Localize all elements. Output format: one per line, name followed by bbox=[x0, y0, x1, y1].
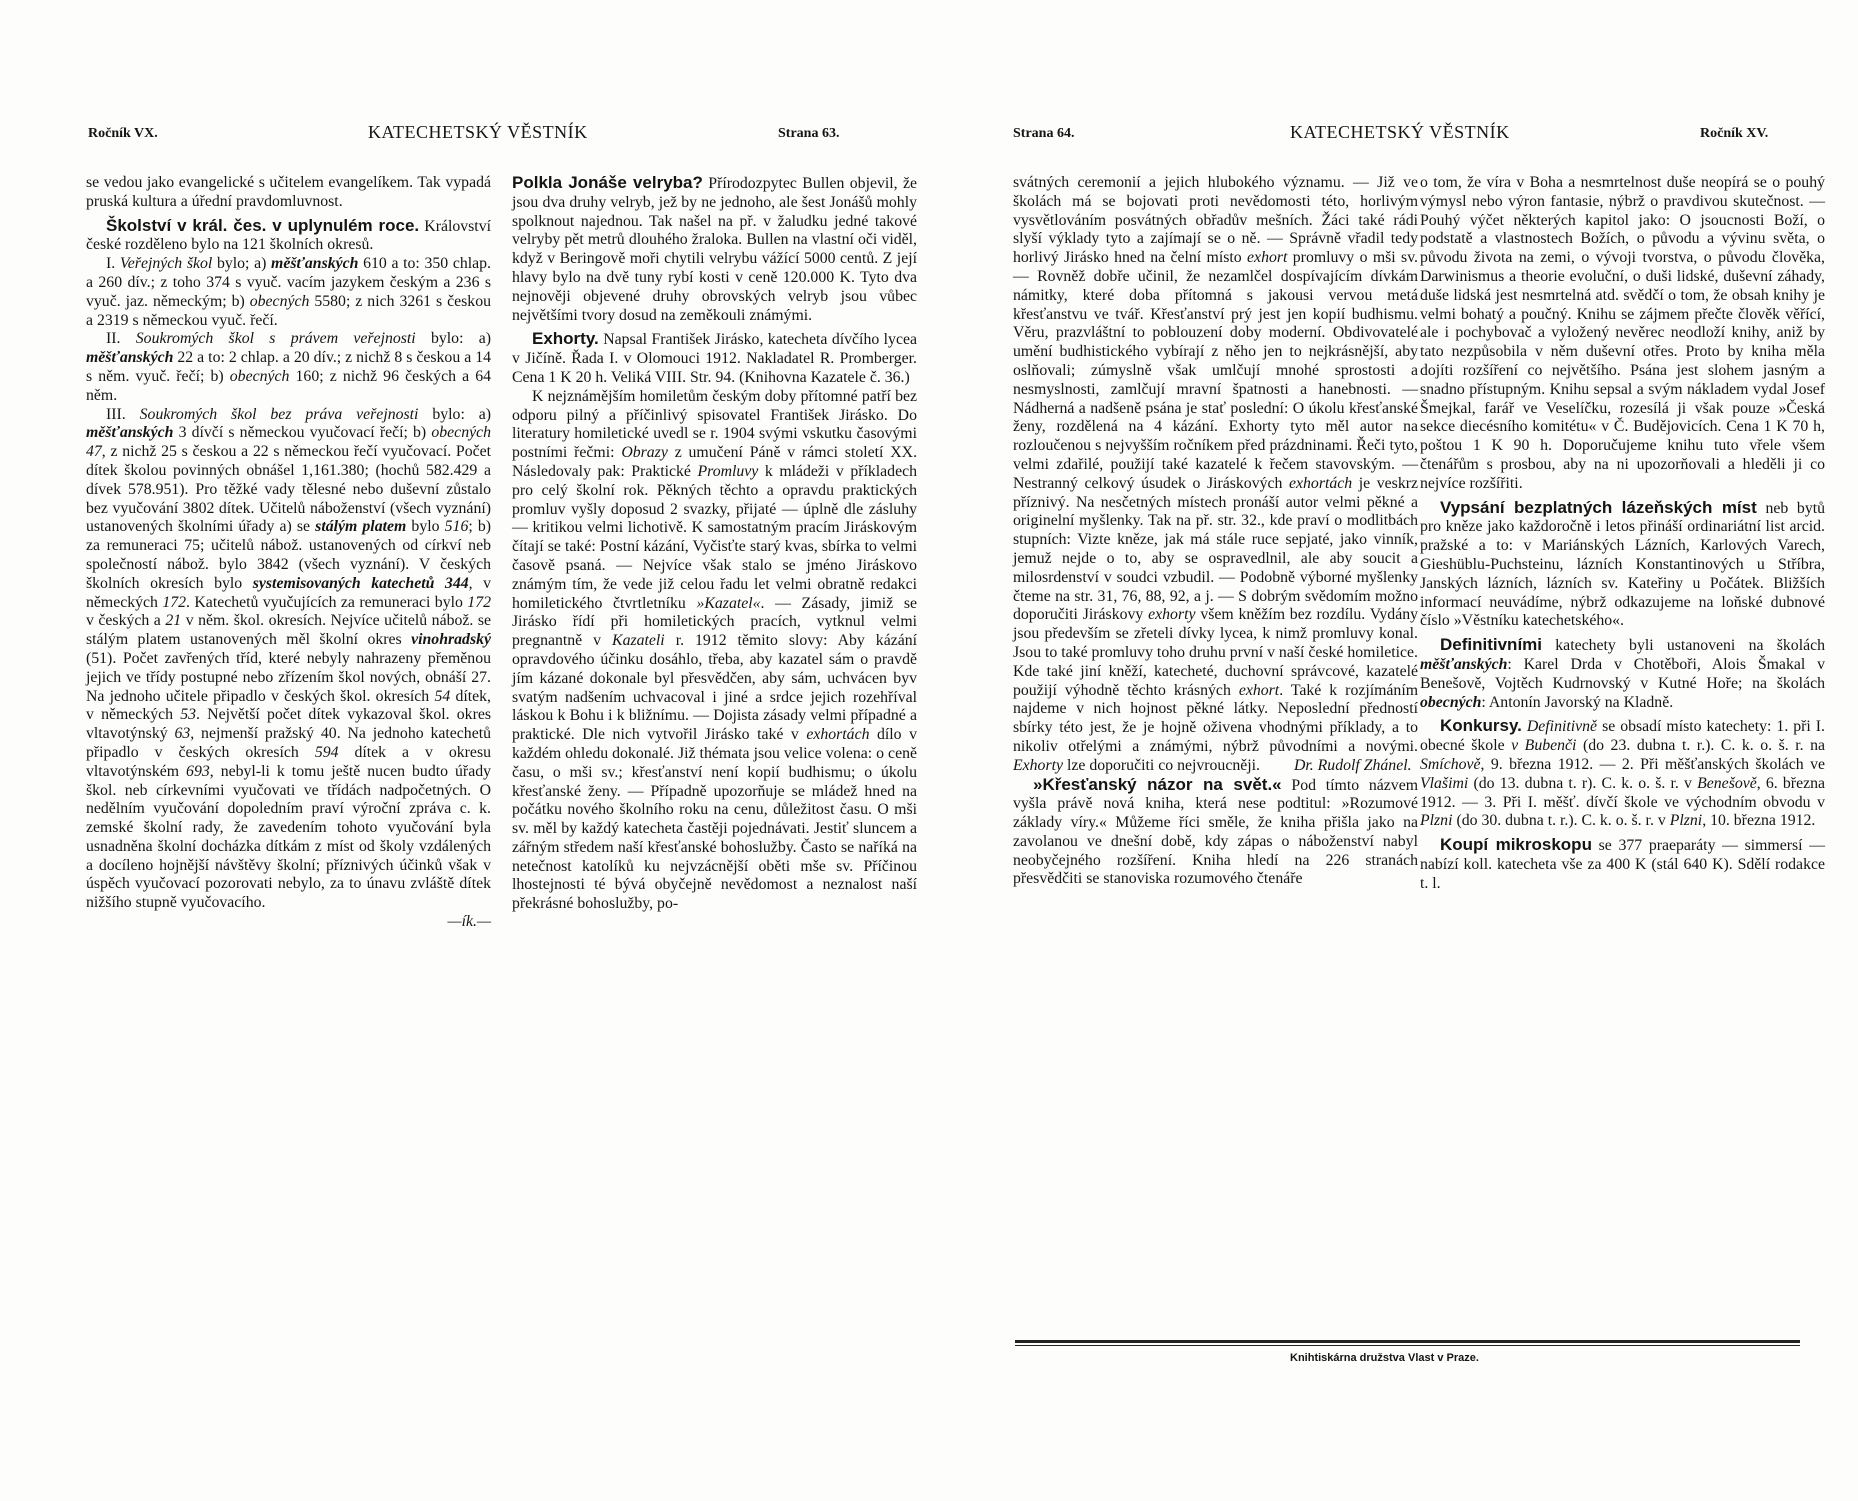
article-spa-places: Vypsání bezplatných lázeňských míst neb bytů pro kněze jako každoročně i letos přináší ordinariátní list arcid. pražské a to: v Mariánských Lázních, Karlových Varech, Gieshüblu-Puchsteinu, lázních Konstantinových u Stříbra, Janských lázních, lázních sv. Kateřiny u Počátek. Bližších informací neuvádíme, nýbrž odkazujeme na loňské dubnové číslo »Věstníku katechetského«. bbox=[1420, 497, 1826, 630]
running-head-page-left: Strana 63. bbox=[778, 126, 840, 141]
heading-spa-places: Vypsání bezplatných lázeňských míst bbox=[1440, 497, 1757, 517]
column-3 bbox=[1013, 174, 1418, 889]
article-worldview-book: »Křesťanský názor na svět.« Pod tímto názvem vyšla právě nová kniha, která nese podtitul: »Rozumové základy víry.« Můžeme říci směle, že kniha přišla jako na zavolanou ve dnešní době, kdy zápas o náboženství nabyl neobyčejného rozšíření. Kniha hledí na 226 stranách přesvědčiti se stanoviska rozumového čtenáře bbox=[1013, 774, 1419, 888]
heading-definitive: Definitivními bbox=[1440, 635, 1543, 655]
paragraph-private-schools: III. Soukromých škol bez práva veřejnosti bylo: a) měšťanských 3 dívčí s německou vyučovací řečí; b) obecných 47, z nichž 25 s českou a 22 s německou řečí vyučovací. Počet dítek školou povinných obnášel 1,161.380; (hochů 582.429 a dívek 578.951). Pro těžké vady tělesné nebo duševní zůstalo bez vyučování 3802 dítek. Učitelů náboženství (všech vyznání) ustanovených školními úřady a) se stálým platem bylo 516; b) za remuneraci 75; učitelů nábož. ustanovených od církví neb společností nábož. bylo 3842 (všech vyznání). V českých školních okresích bylo systemisovaných katechetů 344, v německých 172. Katechetů vyučujících za remuneraci bylo 172 v českých a 21 v něm. škol. okresích. Nejvíce učitelů nábož. se stálým platem ustanovených měl školní okres vinohradský (51). Počet zavřených tříd, které nebyly nahrazeny přeměnou jejich ve třídy postupné nebo zřízením škol nových, obnáší 27. Na jednoho učitele připadlo v českých škol. okresích 54 dítek, v německých 53. Největší počet dítek vykazoval škol. okres vltavotýnský 63, nejmenší pražský 40. Na jednoho katechetů připadlo v českých okresích 594 dítek a v okresu vltavotýnském 693, nebyl-li k tomu ještě nucen budto úřady škol. neb církevními vyučovati ve třídách nadpočetných. O nedělním vyučování dopoledním praví výroční zpráva c. k. zemské školní rady, že zavedením tohoto vyučování byla usnadněna školní docházka dítkám z míst od školy vzdálených a docíleno hojnější návštěvy školní; příznivých účinků však v úspěch vyučovací pozorovati nebylo, za to únavu zvláště dítek nižšího stupně vyučovacího. bbox=[86, 405, 492, 912]
signature-ik: —ík.— bbox=[447, 913, 491, 931]
running-head-title-right: KATECHETSKÝ VĚSTNÍK bbox=[1290, 122, 1510, 142]
article-microscope: Koupí mikroskopu se 377 praeparáty — simmersí — nabízí koll. katecheta vše za 400 K (stál 640 K). Sdělí rodakce t. l. bbox=[1420, 835, 1825, 892]
running-head-page-right: Strana 64. bbox=[1013, 126, 1075, 141]
heading-exhorty: Exhorty. bbox=[532, 329, 599, 349]
paragraph-jirasko: K nejznámějším homiletům českým doby přítomné patří bez odporu pilný a příčinlivý spisovatel František Jirásko. Do literatury homiletické uvedl se r. 1904 svými vskutku časovými postními řečmi: Obrazy z umučení Páně v rámci století XX. Následovaly pak: Praktické Promluvy k mládeži v příkladech pro celý školní rok. Pěkných těchto a opravdu praktických promluv vyšly doposud 2 svazky, přijaté — úplně dle zásluhy — kritikou velmi lichotivě. K samostatným pracím Jiráskovým čítají se také: Postní kázání, Vyčisťte starý kvas, sbírka to velmi časově psaná. — Nejvíce však stalo se jméno Jiráskovo známým tím, že vede již celou řadu let velmi obratně redakci homiletického čtvrtletníku »Kazatel«. — Zásady, jimiž se Jirásko řídí při homiletických pracích, vytknul velmi pregnantně v Kazateli r. 1912 těmito slovy: Aby kázání opravdového účinku dosáhlo, třeba, aby kazatel sám o pravdě jím kázané dokonale byl přesvědčen, aby sám, uchvácen byv svatým nadšením uchvacoval i jiné a srdce jejich rozehříval láskou k Bohu i k bližnímu. — Dojista zásady velmi případné a praktické. Dle nich vytvořil Jirásko také v exhortách dílo v každém ohledu dokonalé. Již thémata jsou velice volena: o ceně času, o mši sv.; křesťanství není kopií budhismu; o úkolu křesťanské ženy. — Případně upozorňuje se mládež hned na počátku nového školního roku na cenu, důležitost času. O mši sv. měl by každý katecheta častěji pojednávati. Jestiť sluncem a zářným středem naší křesťanské bohoslužby. Často se naříká na netečnost katolíků ku nejvzácnější oběti mše sv. Příčinou lhostejnosti té bývá obyčejně nevědomost a neznalost naší překrásné bohoslužby, po- bbox=[512, 387, 918, 913]
running-head-title-left: KATECHETSKÝ VĚSTNÍK bbox=[368, 122, 588, 142]
column-4 bbox=[1420, 174, 1825, 893]
signature-zhanel: Dr. Rudolf Zhánel. bbox=[1293, 756, 1412, 774]
heading-jonah: Polkla Jonáše velryba? bbox=[512, 173, 703, 192]
running-head-volume-right: Ročník XV. bbox=[1700, 126, 1769, 141]
column-2 bbox=[512, 174, 917, 914]
footer-rule-thin bbox=[1015, 1345, 1800, 1346]
paragraph-prussia: se vedou jako evangelické s učitelem evangelíkem. Tak vypadá pruská kultura a úřední pravdomluvnost. bbox=[86, 174, 491, 210]
paragraph-exhorty-continued: svátných ceremonií a jejich hlubokého významu. — Již ve školách má se bojovati proti nevědomosti této, horlivým vysvětlováním posvátných obřadův mešních. Žáci také rádi slyší výklady tyto a zajímají se o ně. — Správně vřadil tedy horlivý Jirásko hned na čelní místo exhort promluvy o mši sv. — Rovněž dobře učinil, že nezamlčel dospívajícím dívkám námitky, které doba přítomná s jakousi vervou metá křesťanstvu ve tvář. Křesťanství prý jest jen kopií budhismu. Věru, prazvláštní to poblouzení doby moderní. Obdivovatelé umění budhistického vybírají z něho jen to nejkrásnější, aby oslňovali; zúmyslně však umlčují mnohé sprostosti a nesmyslnosti, zamlčují mravní špatnosti a hanebnosti. — Nádherná a nadšeně psána je stať poslední: O úkolu křesťanské ženy, rozdělená na 4 kázání. Exhorty tyto měl autor na rozloučenou s nejvyšším ročníkem před prázdninami. Řeči tyto, velmi zdařilé, použijí také kazatelé k řečem stavovským. — Nestranný celkový úsudek o Jiráskových exhortách je veskrz příznivý. Na nesčetných místech pronáší autor velmi pěkné a originelní myšlenky. Tak na př. str. 32., kde praví o modlitbách stupních: Vizte kněze, jak má stále ruce sepjaté, jako vinník, jemuž nejde o to, aby se ospravedlnil, ale aby soucit a milosrdenství v soudci vzbudil. — Podobně výborné myšlenky čteme na str. 31, 76, 88, 92, a j. — S dobrým svědomím možno doporučiti Jiráskovy exhorty všem kněžím bez rozdílu. Vydány jsou především se zřeteli dívky lycea, k nimž promluvy konal. Jsou to také promluvy toho druhu první v naší české homiletice. Kde také jiní kněží, katecheté, duchovní správcové, kazatelé použijí výhodně těchto krásných exhort. Také k rozjímáním najdeme v nich hojnost pěkné látky. Neposlední předností sbírky této jest, že je hojně oživena vhodnými příklady, a to nikoliv otřelými a známými, nýbrž původními a novými. Exhorty lze doporučiti co nejvroucněji. Dr. Rudolf Zhánel. bbox=[1013, 174, 1419, 774]
paragraph-public-schools: I. Veřejných škol bylo; a) měšťanských 610 a to: 350 chlap. a 260 dív.; z toho 374 s vyuč. vacím jazykem českým a 236 s vyuč. jaz. německým; b) obecných 5580; z nich 3261 s českou a 2319 s německou vyuč. řečí. bbox=[86, 255, 491, 329]
heading-konkursy: Konkursy. bbox=[1440, 716, 1522, 736]
article-definitive: Definitivními katechety byli ustanoveni na školách měšťanských: Karel Drda v Chotěboři, Alois Šmakal v Benešově, Vojtěch Kudrnovský v Kutné Hoře; na školách obecných: Antonín Javorský na Kladně. bbox=[1420, 635, 1826, 711]
footer-rule-thick bbox=[1015, 1340, 1800, 1343]
column-1 bbox=[86, 174, 491, 932]
article-exhorty: Exhorty. Napsal František Jirásko, katecheta dívčího lycea v Jičíně. Řada I. v Olomouci 1912. Nakladatel R. Promberger. Cena 1 K 20 h. Veliká VIII. Str. 94. (Knihovna Kazatele č. 36.) bbox=[512, 329, 917, 386]
heading-microscope: Koupí mikroskopu bbox=[1440, 835, 1592, 855]
heading-schools: Školství v král. čes. v uplynulém roce. bbox=[106, 215, 420, 235]
printer-imprint: Knihtiskárna družstva Vlast v Praze. bbox=[1290, 1352, 1479, 1364]
article-schools: Školství v král. čes. v uplynulém roce. Království české rozděleno bylo na 121 školních okresů. bbox=[86, 215, 491, 254]
running-head-volume-left: Ročník VX. bbox=[88, 126, 158, 141]
article-konkursy: Konkursy. Definitivně se obsadí místo katechety: 1. při I. obecné škole v Bubenči (do 23. dubna t. r.). C. k. o. š. r. na Smíchově, 9. března 1912. — 2. Při měšťanských školách ve Vlašimi (do 13. dubna t. r). C. k. o. š. r. v Benešově, 6. března 1912. — 3. Při I. měšť. dívčí škole ve východním obvodu v Plzni (do 30. dubna t. r.). C. k. o. š. r. v Plzni, 10. března 1912. bbox=[1420, 716, 1826, 830]
paragraph-private-public-schools: II. Soukromých škol s právem veřejnosti bylo: a) měšťanských 22 a to: 2 chlap. a 20 dív.; z nichž 8 s českou a 14 s něm. vyuč. řečí; b) obecných 160; z nichž 96 českých a 64 něm. bbox=[86, 330, 492, 404]
article-jonah: Polkla Jonáše velryba? Přírodozpytec Bullen objevil, že jsou dva druhy velryb, jež by ne jednoho, ale šest Jonášů mohly spolknout najednou. Tak našel na př. v žaludku jedné takové velryby pět metrů dlouhého žraloka. Bullen na vlastní oči viděl, když v Beringově moři chytili velrybu vážící 5000 centů. Z její hlavy bylo na dvě tuny rybí kosti v ceně 120.000 K. Tyto dva nejnověji objevené druhy obrovských velryb jsou vůbec největšími tvory dosud na zeměkouli známými. bbox=[512, 173, 918, 324]
paragraph-book-review: o tom, že víra v Boha a nesmrtelnost duše neopírá se o pouhý výmysl nebo výron fantasie, nýbrž o pravdivou skutečnost. — Pouhý výčet některých kapitol jako: O jsoucnosti Boží, o podstatě a vlastnostech Božích, o původu a vývinu světa, o původu života na zemi, o vývoji tvorstva, o původu člověka, Darwinismus a theorie evoluční, o duši lidské, duševní záhady, duše lidská jest nesmrtelná atd. svědčí o tom, že obsah knihy je velmi bohatý a poučný. Knihu se zájmem přečte člověk věřící, ale i pochybovač a vyložený nevěrec neodloží knihy, aniž by tato nezpůsobila v něm duševní otřes. Proto by kniha měla dojíti rozšíření co největšího. Psána jest slohem jasným a snadno přístupným. Knihu sepsal a svým nákladem vydal Josef Šmejkal, farář ve Veselíčku, rozesílá ji však pouze »Česká sekce diecésního komitétu« v Č. Budějovicích. Cena 1 K 70 h, poštou 1 K 90 h. Doporučujeme knihu tuto vřele všem čtenářům s prosbou, aby na ni upozorňovali a hleděli ji co nejvíce rozšířiti. bbox=[1420, 174, 1825, 492]
heading-worldview-book: »Křesťanský názor na svět.« bbox=[1033, 774, 1282, 794]
